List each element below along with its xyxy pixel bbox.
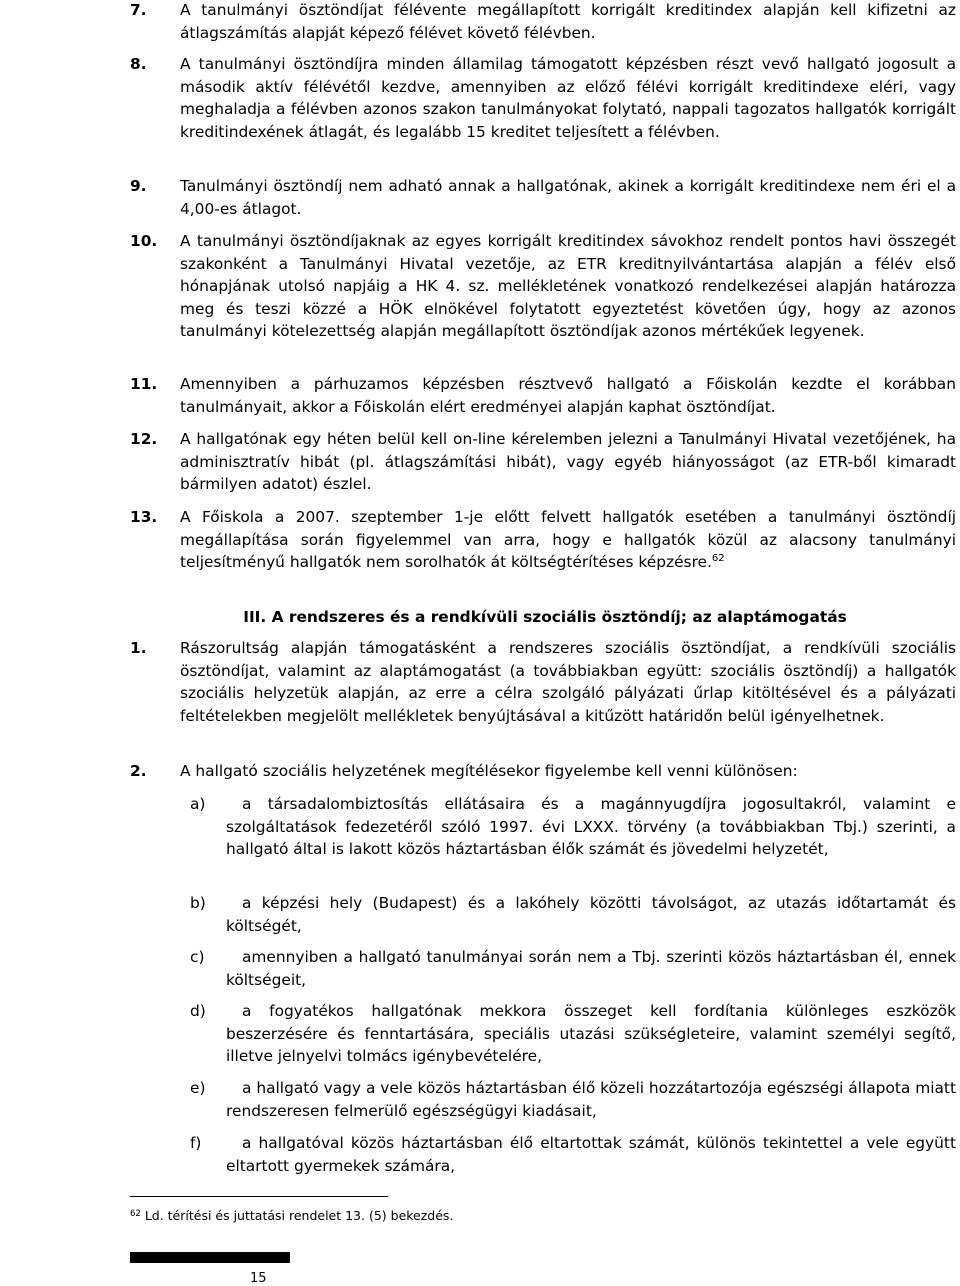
paragraph-text: A tanulmányi ösztöndíjra minden államilag támogatott képzésben részt vevő hallgató jogosult a második aktív félévétől kezdve, amennyiben az előző félévi korrigált kreditindexe eléri, vagy meghaladja a félévben azonos szakon tanulmányokat folytató, nappali tagozatos hallgatók korrigált kreditindexének átlagát, és legalább 15 kreditet teljesített a félévben. — [180, 55, 956, 141]
sub-item-letter: d) — [190, 1002, 206, 1020]
sub-item-b — [190, 892, 956, 937]
paragraph-text — [180, 506, 956, 574]
sub-item-letter: e) — [190, 1079, 206, 1097]
sub-item-text: a hallgatóval közös háztartásban élő eltartottak számát, különös tekintettel a vele együtt eltartott gyermekek számára, — [226, 1134, 956, 1175]
sub-item-letter: f) — [190, 1134, 202, 1152]
sub-item-d — [190, 1000, 956, 1068]
footnote-number: 62 — [130, 1209, 141, 1219]
paragraph-text-content: A Főiskola a 2007. szeptember 1-je előtt felvett hallgatók esetében a tanulmányi ösztöndíj megállapítása során figyelemmel van arra, hogy e hallgatók közül az alacsony tanulmányi teljesítményű hallgatók nem sorolhatók át költségtérítéses képzésre. — [180, 508, 956, 571]
paragraph-number: 10. — [130, 232, 158, 250]
paragraph-number: 9. — [130, 177, 147, 195]
sub-item-text: a társadalombiztosítás ellátásaira és a magánnyugdíjra jogosultakról, valamint e szolgáltatások fedezetéről szóló 1997. évi LXXX. törvény (a továbbiakban Tbj.) szerinti, a hallgató által is lakott közös háztartásban élők számát és jövedelmi helyzetét, — [226, 795, 956, 858]
paragraph-number: 1. — [130, 639, 147, 657]
paragraph-text: A tanulmányi ösztöndíjaknak az egyes korrigált kreditindex sávokhoz rendelt pontos havi összegét szakonként a Tanulmányi Hivatal vezetője, az ETR kreditnyilvántartása alapján a félév első hónapjának utolsó napjáig a HK 4. sz. mellékletének vonatkozó rendelkezései alapján határozza meg és teszi közzé a HÖK elnökével folytatott egyeztetést követően úgy, hogy az azonos tanulmányi kötelezettség alapján megállapított ösztöndíjak azonos mértékűek legyenek. — [180, 232, 956, 340]
sub-item-a — [190, 793, 956, 861]
sub-item-text: a fogyatékos hallgatónak mekkora összeget kell fordítania különleges eszközök beszerzésére és fenntartására, speciális utazási szükségleteire, valamint személyi segítő, illetve jelnyelvi tolmács igénybevételére, — [226, 1002, 956, 1065]
sub-item-f — [190, 1132, 956, 1177]
paragraph-number: 13. — [130, 508, 158, 526]
sub-item-letter: b) — [190, 894, 206, 912]
paragraph-text: A tanulmányi ösztöndíjat félévente megállapított korrigált kreditindex alapján kell kifizetni az átlagszámítás alapját képező félévet követő félévben. — [180, 1, 956, 42]
footnote — [130, 1208, 453, 1224]
sub-item-text: a hallgató vagy a vele közös háztartásban élő közeli hozzátartozója egészségi állapota miatt rendszeresen felmerülő egészségügyi kiadásait, — [226, 1079, 956, 1120]
paragraph-number: 7. — [130, 1, 147, 19]
paragraph-text: Tanulmányi ösztöndíj nem adható annak a hallgatónak, akinek a korrigált kreditindexe nem éri el a 4,00-es átlagot. — [180, 177, 956, 218]
section-paragraph-1 — [130, 637, 956, 727]
sub-item-c — [190, 946, 956, 991]
sub-item-letter: a) — [190, 795, 206, 813]
sub-item-letter: c) — [190, 948, 205, 966]
paragraph-7 — [130, 0, 956, 44]
sub-item-text: amennyiben a hallgató tanulmányai során nem a Tbj. szerinti közös háztartásban él, ennek költségeit, — [226, 948, 956, 989]
paragraph-10 — [130, 230, 956, 343]
paragraph-text: A hallgatónak egy héten belül kell on-line kérelemben jelezni a Tanulmányi Hivatal vezetőjének, ha adminisztratív hibát (pl. átlagszámítási hibát), vagy egyéb hiányosságot (az ETR-ből kimaradt bármilyen adatot) észlel. — [180, 430, 956, 493]
paragraph-11 — [130, 373, 956, 418]
footnote-reference[interactable]: 62 — [711, 553, 725, 564]
section-heading: III. A rendszeres és a rendkívüli szociális ösztöndíj; az alaptámogatás — [243, 608, 847, 626]
paragraph-number: 12. — [130, 430, 158, 448]
sub-item-text: a képzési hely (Budapest) és a lakóhely közötti távolságot, az utazás időtartamát és költségét, — [226, 894, 956, 935]
paragraph-text: Amennyiben a párhuzamos képzésben résztvevő hallgató a Főiskolán kezdte el korábban tanulmányait, akkor a Főiskolán elért eredményei alapján kaphat ösztöndíjat. — [180, 375, 956, 416]
paragraph-8 — [130, 53, 956, 143]
footer-bar — [130, 1252, 290, 1263]
sub-item-e — [190, 1077, 956, 1122]
paragraph-12 — [130, 428, 956, 496]
paragraph-13 — [130, 506, 956, 574]
paragraph-text: A hallgató szociális helyzetének megítélésekor figyelembe kell venni különösen: — [180, 762, 798, 780]
section-paragraph-2 — [130, 760, 956, 783]
page-number: 15 — [250, 1271, 267, 1286]
footnote-separator — [130, 1196, 388, 1197]
footnote-text: Ld. térítési és juttatási rendelet 13. (5) bekezdés. — [144, 1208, 454, 1223]
paragraph-number: 2. — [130, 762, 147, 780]
paragraph-9 — [130, 175, 956, 220]
paragraph-number: 11. — [130, 375, 158, 393]
paragraph-number: 8. — [130, 55, 147, 73]
paragraph-text: Rászorultság alapján támogatásként a rendszeres szociális ösztöndíjat, a rendkívüli szociális ösztöndíjat, valamint az alaptámogatást (a továbbiakban együtt: szociális ösztöndíj) a hallgatók szociális helyzetük alapján, az erre a célra szolgáló pályázati űrlap kitöltésével és a pályázati feltételekben megjelölt mellékletek benyújtásával a kitűzött határidőn belül igényelhetnek. — [180, 639, 956, 725]
